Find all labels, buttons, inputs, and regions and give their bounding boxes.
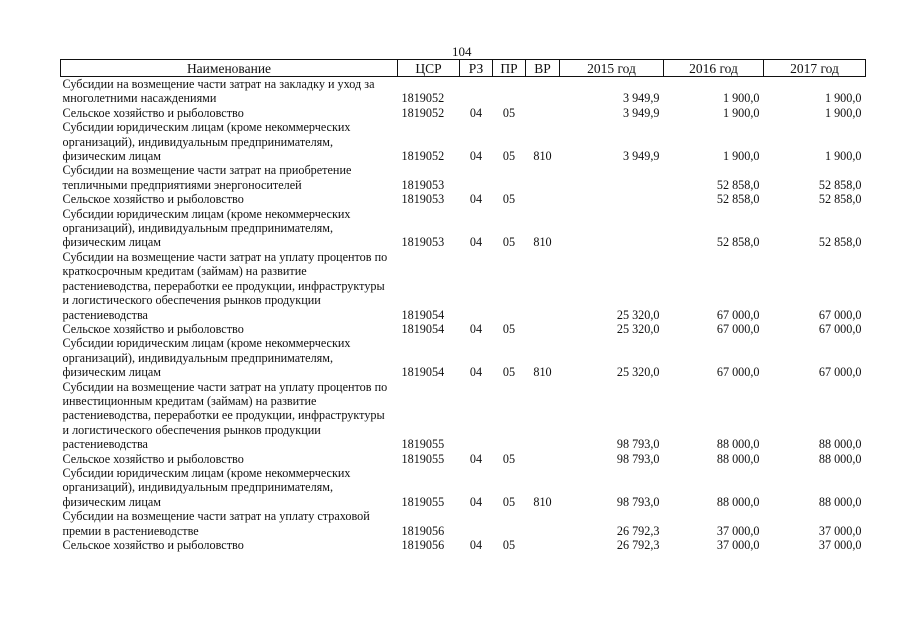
header-pr: ПР	[493, 60, 526, 77]
cell-2016: 52 858,0	[716, 192, 760, 207]
cell-name: Сельское хозяйство и рыболовство	[62, 192, 244, 207]
cell-csr: 1819055	[401, 494, 445, 509]
table-row	[61, 466, 866, 509]
cell-2015: 98 793,0	[616, 451, 660, 466]
cell-name: Субсидии юридическим лицам (кроме некоммерческих организаций), индивидуальным предпринимателям, физическим лицам	[62, 206, 351, 250]
table-row	[61, 322, 866, 336]
cell-2016: 1 900,0	[722, 91, 760, 106]
cell-name: Субсидии юридическим лицам (кроме некоммерческих организаций), индивидуальным предпринимателям, физическим лицам	[62, 465, 351, 509]
cell-vr	[526, 538, 560, 552]
budget-table	[60, 59, 866, 552]
cell-rz: 04	[469, 105, 483, 120]
table-row	[61, 106, 866, 120]
cell-2017: 37 000,0	[818, 523, 862, 538]
cell-2016: 52 858,0	[716, 235, 760, 250]
cell-2015: 25 320,0	[616, 321, 660, 336]
cell-rz: 04	[469, 321, 483, 336]
cell-rz	[460, 163, 493, 192]
cell-vr: 810	[533, 365, 552, 380]
header-2015: 2015 год	[560, 60, 664, 77]
cell-pr: 05	[502, 105, 516, 120]
table-row	[61, 509, 866, 538]
cell-pr: 05	[502, 235, 516, 250]
table-row	[61, 380, 866, 452]
cell-2016: 67 000,0	[716, 365, 760, 380]
cell-rz: 04	[469, 365, 483, 380]
cell-2015: 3 949,9	[622, 149, 660, 164]
header-csr: ЦСР	[398, 60, 460, 77]
cell-rz: 04	[469, 538, 483, 552]
cell-csr: 1819055	[401, 451, 445, 466]
cell-csr: 1819053	[401, 177, 445, 192]
table-row	[61, 538, 866, 552]
cell-2017: 88 000,0	[818, 494, 862, 509]
cell-pr	[493, 509, 526, 538]
cell-2016: 1 900,0	[722, 149, 760, 164]
cell-vr	[526, 509, 560, 538]
cell-pr	[493, 77, 526, 106]
header-2017: 2017 год	[764, 60, 866, 77]
cell-2017: 88 000,0	[818, 451, 862, 466]
cell-2017: 67 000,0	[818, 307, 862, 322]
cell-vr: 810	[533, 149, 552, 164]
cell-csr: 1819053	[401, 192, 445, 207]
cell-vr	[526, 192, 560, 206]
cell-name: Субсидии на возмещение части затрат на уплату страховой премии в растениеводстве	[62, 509, 370, 538]
cell-2017: 52 858,0	[818, 177, 862, 192]
cell-name: Сельское хозяйство и рыболовство	[62, 321, 244, 336]
cell-2017: 1 900,0	[824, 149, 862, 164]
cell-2016: 67 000,0	[716, 307, 760, 322]
table-row	[61, 77, 866, 106]
cell-vr	[526, 163, 560, 192]
cell-2017: 52 858,0	[818, 192, 862, 207]
cell-2016: 37 000,0	[716, 523, 760, 538]
cell-vr	[526, 106, 560, 120]
table-row	[61, 336, 866, 379]
cell-2016: 1 900,0	[722, 105, 760, 120]
cell-rz	[460, 77, 493, 106]
cell-2016: 37 000,0	[716, 538, 760, 552]
cell-rz: 04	[469, 235, 483, 250]
cell-pr: 05	[502, 538, 516, 552]
cell-csr: 1819053	[401, 235, 445, 250]
table-body	[61, 77, 866, 553]
cell-vr: 810	[533, 235, 552, 250]
cell-rz: 04	[469, 494, 483, 509]
header-vr: ВР	[526, 60, 560, 77]
table-row	[61, 452, 866, 466]
cell-name: Субсидии юридическим лицам (кроме некоммерческих организаций), индивидуальным предпринимателям, физическим лицам	[62, 336, 351, 380]
cell-csr: 1819056	[401, 523, 445, 538]
cell-2015: 3 949,9	[622, 91, 660, 106]
table-row	[61, 120, 866, 163]
page-number: 104	[452, 44, 472, 59]
cell-csr: 1819052	[401, 149, 445, 164]
table-header-row	[61, 60, 866, 77]
cell-csr: 1819052	[401, 105, 445, 120]
header-name: Наименование	[61, 60, 398, 77]
cell-csr: 1819056	[401, 538, 445, 552]
cell-2016: 88 000,0	[716, 437, 760, 452]
cell-2017: 37 000,0	[818, 538, 862, 552]
header-rz: РЗ	[460, 60, 493, 77]
cell-rz: 04	[469, 451, 483, 466]
cell-2017: 88 000,0	[818, 437, 862, 452]
cell-name: Субсидии на возмещение части затрат на уплату процентов по краткосрочным кредитам (займам) на развитие растениеводства, переработки ее продукции, инфраструктуры и логистического обеспечения рынков продукции растениеводства	[62, 249, 388, 322]
table-row	[61, 192, 866, 206]
cell-csr: 1819054	[401, 307, 445, 322]
cell-pr: 05	[502, 321, 516, 336]
cell-pr: 05	[502, 149, 516, 164]
cell-2015: 3 949,9	[622, 105, 660, 120]
cell-2015	[560, 163, 664, 192]
cell-vr: 810	[533, 494, 552, 509]
cell-pr: 05	[502, 494, 516, 509]
cell-pr: 05	[502, 451, 516, 466]
cell-2015: 26 792,3	[616, 538, 660, 552]
cell-2015: 26 792,3	[616, 523, 660, 538]
cell-name: Субсидии на возмещение части затрат на приобретение тепличными предприятиями энергоносителей	[62, 163, 352, 192]
cell-2015: 25 320,0	[616, 307, 660, 322]
cell-2015	[560, 192, 664, 206]
cell-2016: 52 858,0	[716, 177, 760, 192]
cell-pr	[493, 380, 526, 452]
cell-2015: 98 793,0	[616, 494, 660, 509]
cell-csr: 1819052	[401, 91, 445, 106]
cell-name: Сельское хозяйство и рыболовство	[62, 451, 244, 466]
cell-rz	[460, 250, 493, 322]
cell-csr: 1819055	[401, 437, 445, 452]
table-row	[61, 163, 866, 192]
header-2016: 2016 год	[664, 60, 764, 77]
cell-2015: 98 793,0	[616, 437, 660, 452]
cell-pr	[493, 163, 526, 192]
cell-rz	[460, 509, 493, 538]
cell-name: Сельское хозяйство и рыболовство	[62, 538, 244, 552]
cell-rz	[460, 380, 493, 452]
cell-pr: 05	[502, 365, 516, 380]
cell-name: Субсидии на возмещение части затрат на закладку и уход за многолетними насаждениями	[62, 77, 375, 106]
cell-vr	[526, 452, 560, 466]
cell-2017: 1 900,0	[824, 105, 862, 120]
table-row	[61, 207, 866, 250]
cell-rz: 04	[469, 192, 483, 207]
cell-rz: 04	[469, 149, 483, 164]
cell-2016: 67 000,0	[716, 321, 760, 336]
cell-2015: 25 320,0	[616, 365, 660, 380]
cell-name: Сельское хозяйство и рыболовство	[62, 105, 244, 120]
cell-name: Субсидии на возмещение части затрат на уплату процентов по инвестиционным кредитам (займам) на развитие растениеводства, переработки ее продукции, инфраструктуры и логистического обеспечения рынков продукции растениеводства	[62, 379, 388, 452]
cell-2017: 52 858,0	[818, 235, 862, 250]
table-row	[61, 250, 866, 322]
cell-2017: 67 000,0	[818, 365, 862, 380]
cell-csr: 1819054	[401, 365, 445, 380]
cell-2016: 88 000,0	[716, 451, 760, 466]
cell-vr	[526, 77, 560, 106]
cell-2017: 67 000,0	[818, 321, 862, 336]
cell-pr	[493, 250, 526, 322]
cell-pr: 05	[502, 192, 516, 207]
cell-2016: 88 000,0	[716, 494, 760, 509]
cell-2015	[560, 207, 664, 250]
cell-vr	[526, 380, 560, 452]
cell-vr	[526, 322, 560, 336]
cell-2017: 1 900,0	[824, 91, 862, 106]
cell-name: Субсидии юридическим лицам (кроме некоммерческих организаций), индивидуальным предпринимателям, физическим лицам	[62, 120, 351, 164]
cell-csr: 1819054	[401, 321, 445, 336]
cell-vr	[526, 250, 560, 322]
